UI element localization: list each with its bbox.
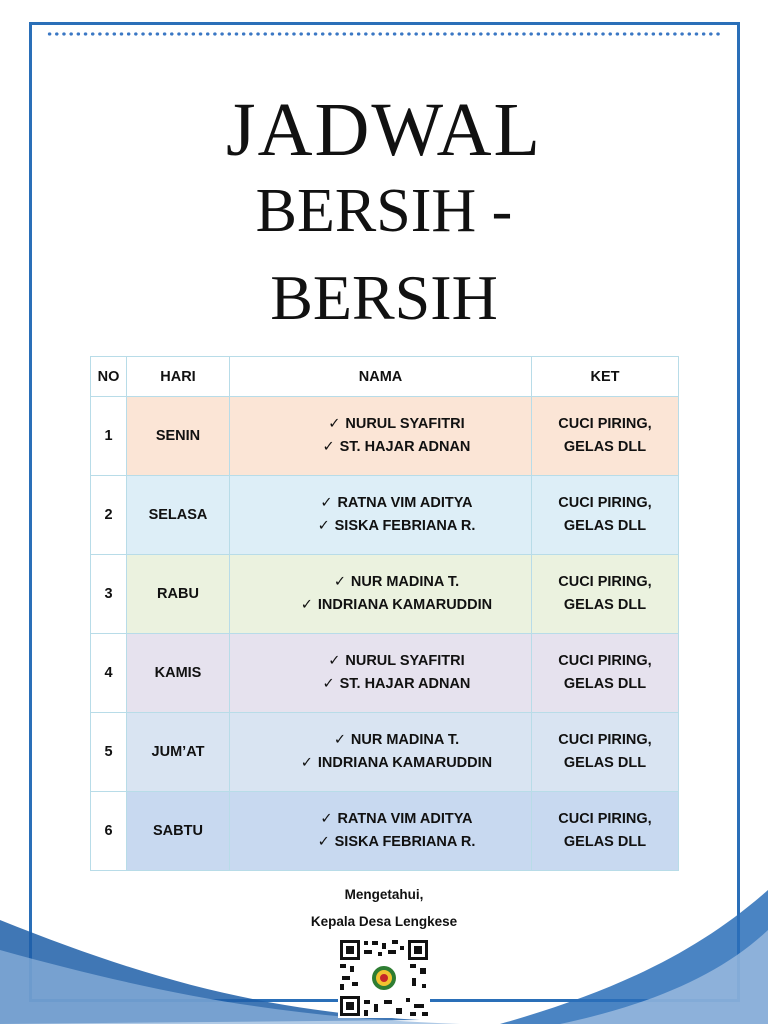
checkmark-icon: ✓ [300, 597, 313, 613]
name-item [258, 752, 530, 775]
cell-no: 4 [91, 634, 127, 713]
ket-line: GELAS DLL [563, 676, 647, 692]
ket-line: CUCI PIRING, [558, 653, 652, 669]
cell-hari: JUM’AT [127, 713, 230, 792]
name-text: RATNA VIM ADITYA [337, 495, 473, 511]
checkmark-icon: ✓ [328, 653, 341, 669]
ket-line: CUCI PIRING, [558, 574, 652, 590]
name-text: INDRIANA KAMARUDDIN [317, 597, 493, 613]
qr-code-icon [338, 938, 430, 1018]
name-text: SISKA FEBRIANA R. [334, 518, 476, 534]
ket-line: CUCI PIRING, [558, 732, 652, 748]
name-text: SISKA FEBRIANA R. [334, 834, 476, 850]
table-row [91, 555, 679, 634]
cell-no: 2 [91, 476, 127, 555]
checkmark-icon: ✓ [317, 834, 330, 850]
cell-nama [230, 634, 532, 713]
cell-ket [532, 397, 679, 476]
checkmark-icon: ✓ [317, 518, 330, 534]
cell-ket [532, 713, 679, 792]
name-text: INDRIANA KAMARUDDIN [317, 755, 493, 771]
table-row [91, 476, 679, 555]
title-line-3: BERSIH [270, 262, 498, 333]
header-no: NO [91, 357, 127, 397]
cell-hari: KAMIS [127, 634, 230, 713]
name-text: NUR MADINA T. [350, 574, 460, 590]
cell-ket [532, 555, 679, 634]
name-item [258, 413, 530, 436]
checkmark-icon: ✓ [320, 495, 333, 511]
ket-line: GELAS DLL [563, 518, 647, 534]
header-ket: KET [532, 357, 679, 397]
checkmark-icon: ✓ [320, 811, 333, 827]
ket-line: CUCI PIRING, [558, 416, 652, 432]
header-hari: HARI [127, 357, 230, 397]
cell-nama [230, 555, 532, 634]
cell-no: 1 [91, 397, 127, 476]
cell-nama [230, 476, 532, 555]
schedule-table [90, 356, 679, 871]
checkmark-icon: ✓ [333, 732, 346, 748]
checkmark-icon: ✓ [328, 416, 341, 432]
table-row [91, 792, 679, 871]
cell-hari: RABU [127, 555, 230, 634]
dotted-divider [46, 31, 721, 37]
table-row [91, 397, 679, 476]
village-head-label: Kepala Desa Lengkese [310, 914, 458, 929]
name-item [258, 808, 530, 831]
table-row [91, 634, 679, 713]
ket-line: GELAS DLL [563, 834, 647, 850]
name-item [258, 571, 530, 594]
ket-line: CUCI PIRING, [558, 495, 652, 511]
cell-hari: SENIN [127, 397, 230, 476]
ket-line: GELAS DLL [563, 439, 647, 455]
cell-nama [230, 397, 532, 476]
ket-line: GELAS DLL [563, 597, 647, 613]
cell-nama [230, 713, 532, 792]
ket-line: CUCI PIRING, [558, 811, 652, 827]
cell-hari: SABTU [127, 792, 230, 871]
table-header-row [91, 357, 679, 397]
name-text: NURUL SYAFITRI [345, 416, 465, 432]
table-row [91, 713, 679, 792]
acknowledged-label: Mengetahui, [344, 887, 424, 902]
checkmark-icon: ✓ [300, 755, 313, 771]
checkmark-icon: ✓ [322, 676, 335, 692]
title-line-1: JADWAL [226, 88, 542, 172]
name-text: ST. HAJAR ADNAN [339, 676, 471, 692]
cell-nama [230, 792, 532, 871]
cell-no: 3 [91, 555, 127, 634]
checkmark-icon: ✓ [322, 439, 335, 455]
name-item [258, 650, 530, 673]
checkmark-icon: ✓ [333, 574, 346, 590]
name-text: NURUL SYAFITRI [345, 653, 465, 669]
name-item [258, 831, 530, 854]
name-item [258, 594, 530, 617]
cell-hari: SELASA [127, 476, 230, 555]
cell-ket [532, 634, 679, 713]
name-item [258, 492, 530, 515]
ket-line: GELAS DLL [563, 755, 647, 771]
name-item [258, 729, 530, 752]
cell-no: 6 [91, 792, 127, 871]
header-nama: NAMA [230, 357, 532, 397]
name-text: ST. HAJAR ADNAN [339, 439, 471, 455]
name-item [258, 515, 530, 538]
title-line-2: BERSIH - [255, 177, 513, 245]
name-text: NUR MADINA T. [350, 732, 460, 748]
cell-no: 5 [91, 713, 127, 792]
name-item [258, 436, 530, 459]
name-item [258, 673, 530, 696]
cell-ket [532, 476, 679, 555]
name-text: RATNA VIM ADITYA [337, 811, 473, 827]
cell-ket [532, 792, 679, 871]
